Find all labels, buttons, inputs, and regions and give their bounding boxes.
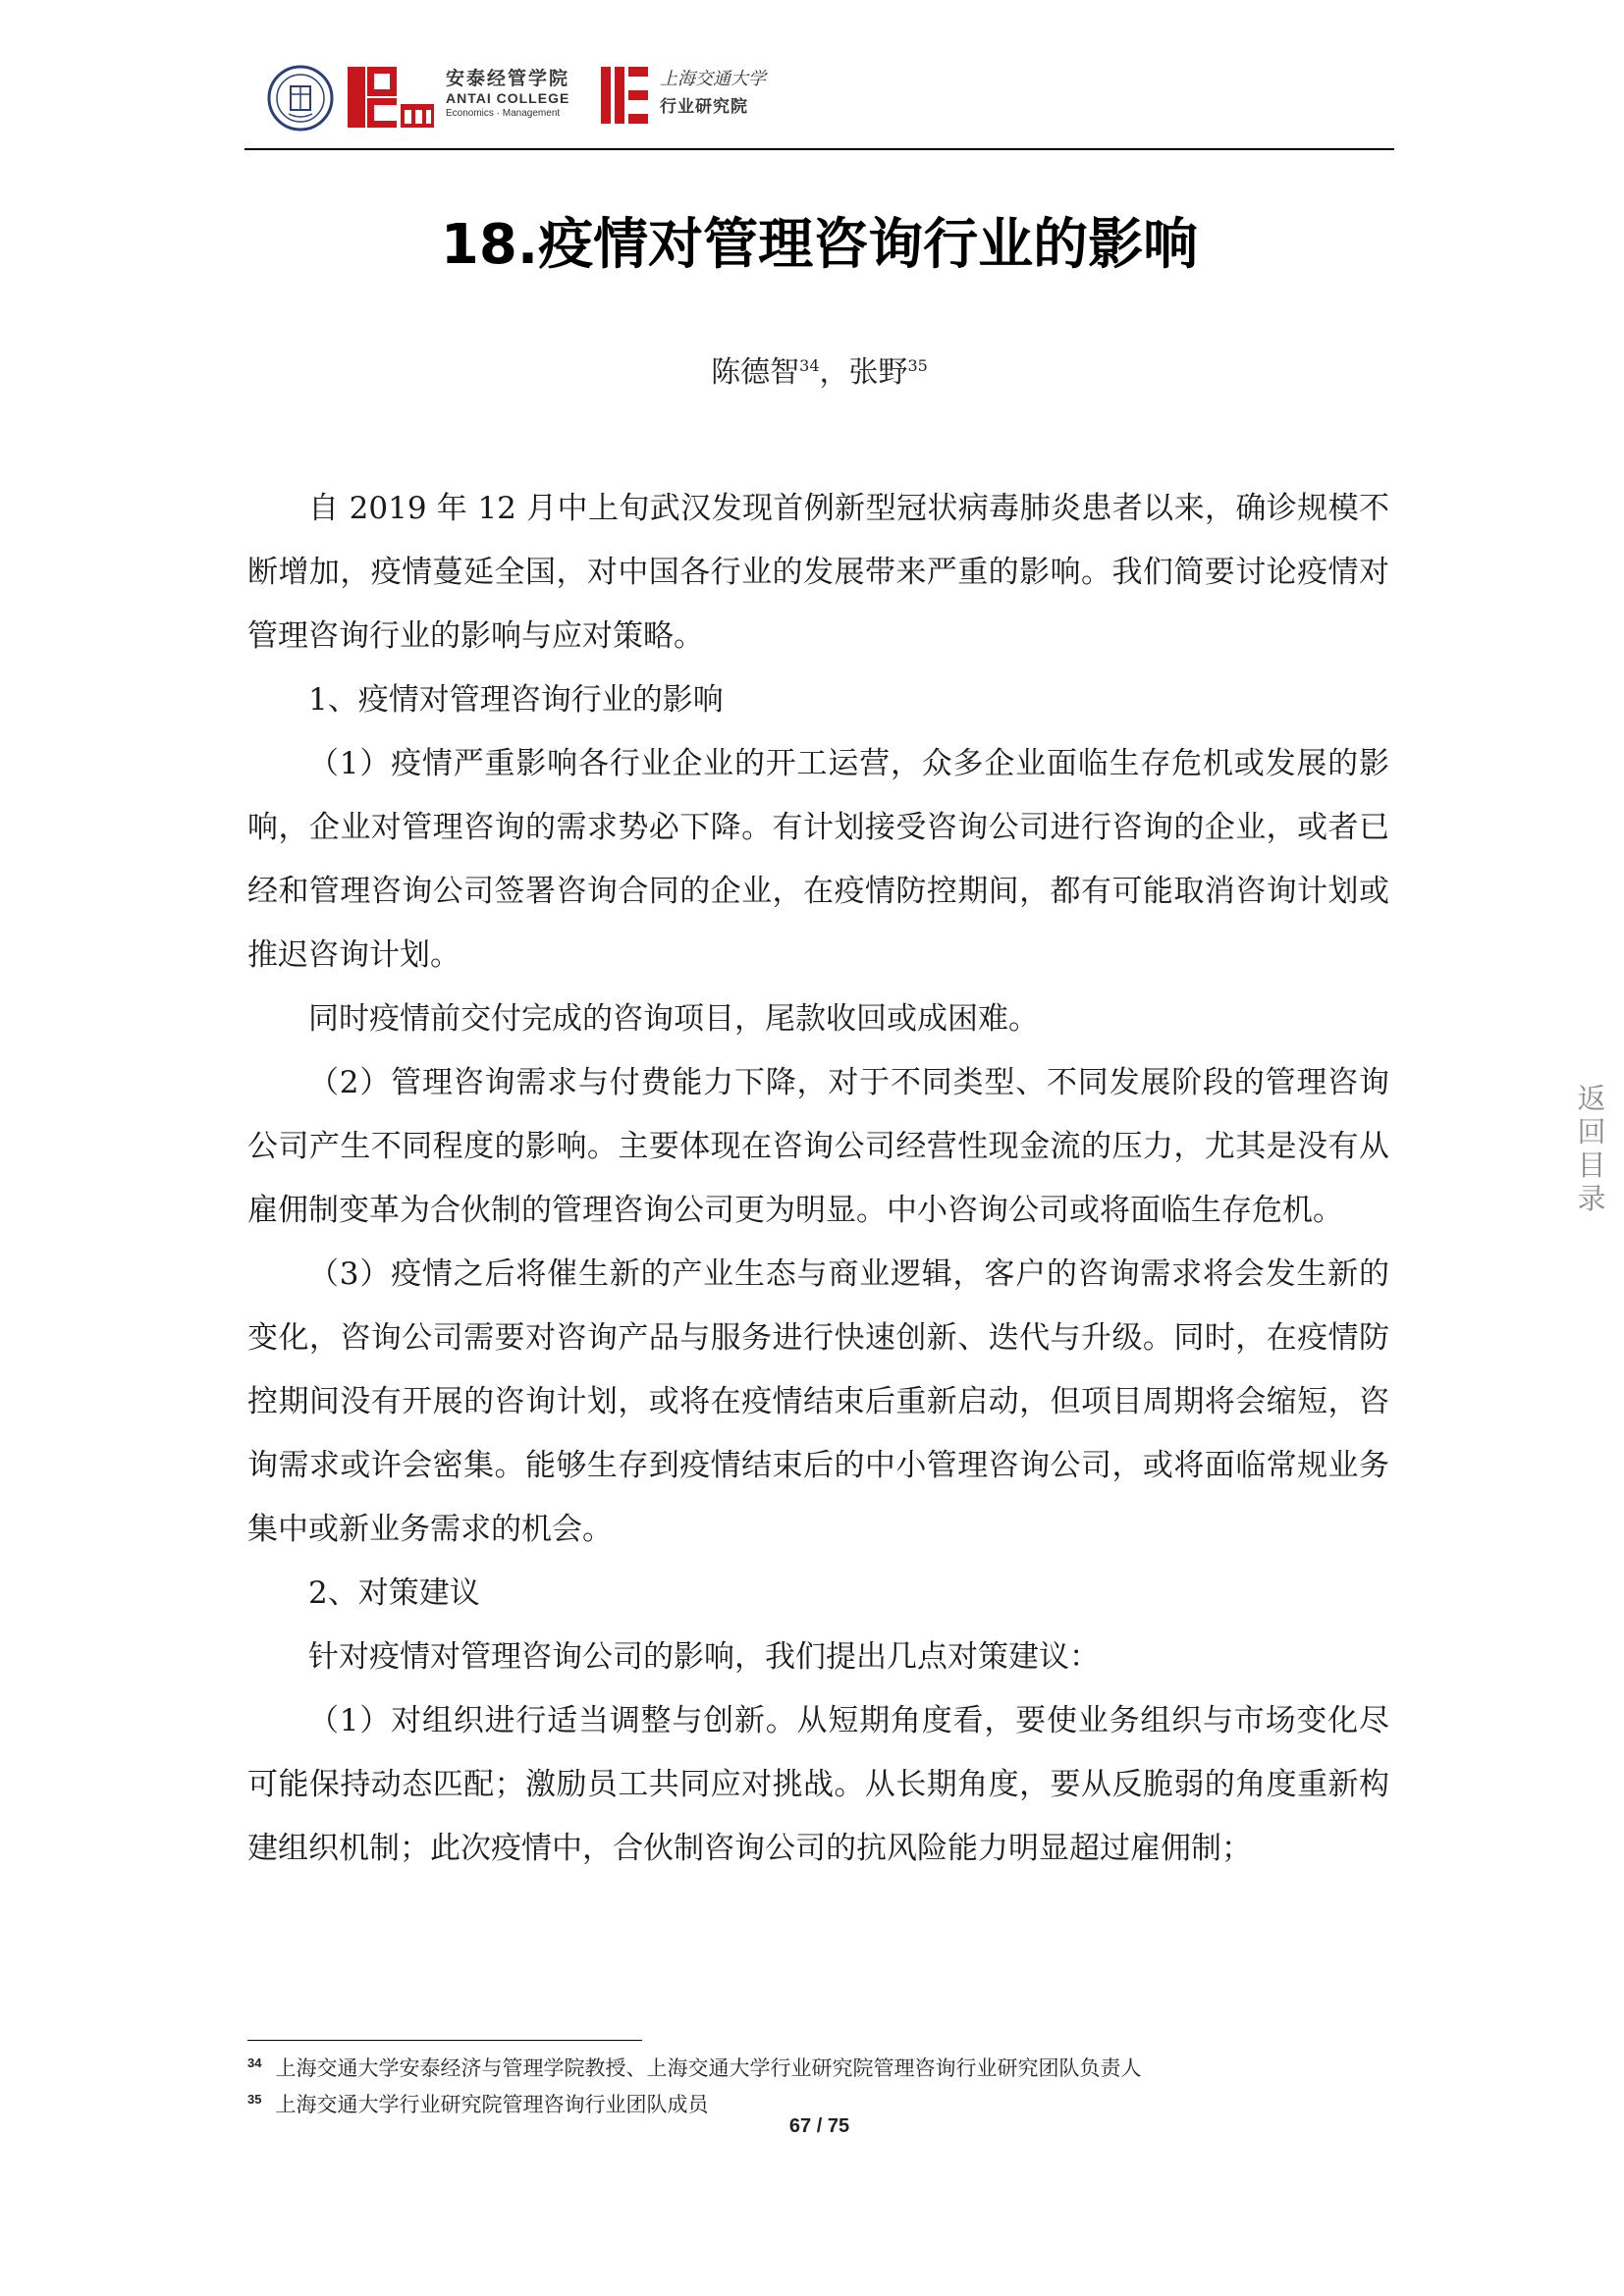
- footnote-text: 上海交通大学安泰经济与管理学院教授、上海交通大学行业研究院管理咨询行业研究团队负责人: [275, 2056, 1142, 2080]
- footnote-number: 35: [247, 2092, 262, 2107]
- footnote: [247, 2048, 1389, 2084]
- toc-link-char: 目: [1577, 1148, 1606, 1182]
- body-paragraph: 针对疫情对管理咨询公司的影响，我们提出几点对策建议：: [308, 1639, 1100, 1675]
- footnote-divider: [247, 2040, 642, 2041]
- author-separator: ，: [819, 355, 849, 390]
- acem-logo: [346, 65, 436, 130]
- page-header: [267, 57, 1396, 147]
- footnote-number: 34: [247, 2056, 262, 2070]
- sjtu-seal-logo: [267, 65, 334, 132]
- toc-link-char: 录: [1577, 1182, 1606, 1215]
- body-paragraph: 同时疫情前交付完成的咨询项目，尾款收回或成困难。: [308, 1001, 1039, 1037]
- institute-wordmark: [660, 65, 787, 130]
- footnote-ref[interactable]: 35: [907, 356, 928, 375]
- footnote-text: 上海交通大学行业研究院管理咨询行业团队成员: [275, 2093, 709, 2116]
- institute-name: 行业研究院: [660, 97, 748, 117]
- section-heading: 1、疫情对管理咨询行业的影响: [308, 682, 724, 718]
- footnote-ref[interactable]: 34: [799, 356, 820, 375]
- antai-name-cn: 安泰经管学院: [446, 68, 570, 89]
- institute-logo: [599, 63, 650, 128]
- author-name: 陈德智: [711, 355, 800, 390]
- author-line: [244, 353, 1394, 393]
- page-title: 18.疫情对管理咨询行业的影响: [440, 213, 1199, 277]
- body-paragraph: （1）对组织进行适当调整与创新。从短期角度看，要使业务组织与市场变化尽可能保持动态匹配；激励员工共同应对挑战。从长期角度，要从反脆弱的角度重新构建组织机制；此次疫情中，合伙制咨询公司的抗风险能力明显超过雇佣制；: [247, 1703, 1389, 1866]
- body-paragraph: （1）疫情严重影响各行业企业的开工运营，众多企业面临生存危机或发展的影响，企业对管理咨询的需求势必下降。有计划接受咨询公司进行咨询的企业，或者已经和管理咨询公司签署咨询合同的企业，在疫情防控期间，都有可能取消咨询计划或推迟咨询计划。: [247, 746, 1389, 973]
- antai-name-en: ANTAI COLLEGE: [446, 90, 570, 106]
- body-paragraph: （2）管理咨询需求与付费能力下降，对于不同类型、不同发展阶段的管理咨询公司产生不同程度的影响。主要体现在咨询公司经营性现金流的压力，尤其是没有从雇佣制变革为合伙制的管理咨询公司更为明显。中小咨询公司或将面临生存危机。: [247, 1065, 1389, 1228]
- author-name: 张野: [848, 355, 908, 390]
- body-paragraph: （3）疫情之后将催生新的产业生态与商业逻辑，客户的咨询需求将会发生新的变化，咨询公司需要对咨询产品与服务进行快速创新、迭代与升级。同时，在疫情防控期间没有开展的咨询计划，或将在疫情结束后重新启动，但项目周期将会缩短，咨询需求或许会密集。能够生存到疫情结束后的中小管理咨询公司，或将面临常规业务集中或新业务需求的机会。: [247, 1256, 1389, 1547]
- antai-college-wordmark: [446, 67, 588, 132]
- footnotes: [247, 2048, 1389, 2120]
- section-heading: 2、对策建议: [308, 1575, 480, 1611]
- toc-link-char: 返: [1577, 1082, 1606, 1115]
- article-body: [247, 477, 1389, 1881]
- back-to-toc-link[interactable]: [1575, 1082, 1608, 1215]
- header-divider: [244, 148, 1394, 150]
- body-paragraph: 自 2019 年 12 月中上旬武汉发现首例新型冠状病毒肺炎患者以来，确诊规模不断增加，疫情蔓延全国，对中国各行业的发展带来严重的影响。我们简要讨论疫情对管理咨询行业的影响与应对策略。: [247, 491, 1389, 654]
- sjtu-script-name: 上海交通大学: [660, 69, 766, 89]
- page-number: 67 / 75: [788, 2115, 850, 2137]
- toc-link-char: 回: [1577, 1115, 1606, 1148]
- antai-name-en-sub: Economics · Management: [446, 108, 561, 119]
